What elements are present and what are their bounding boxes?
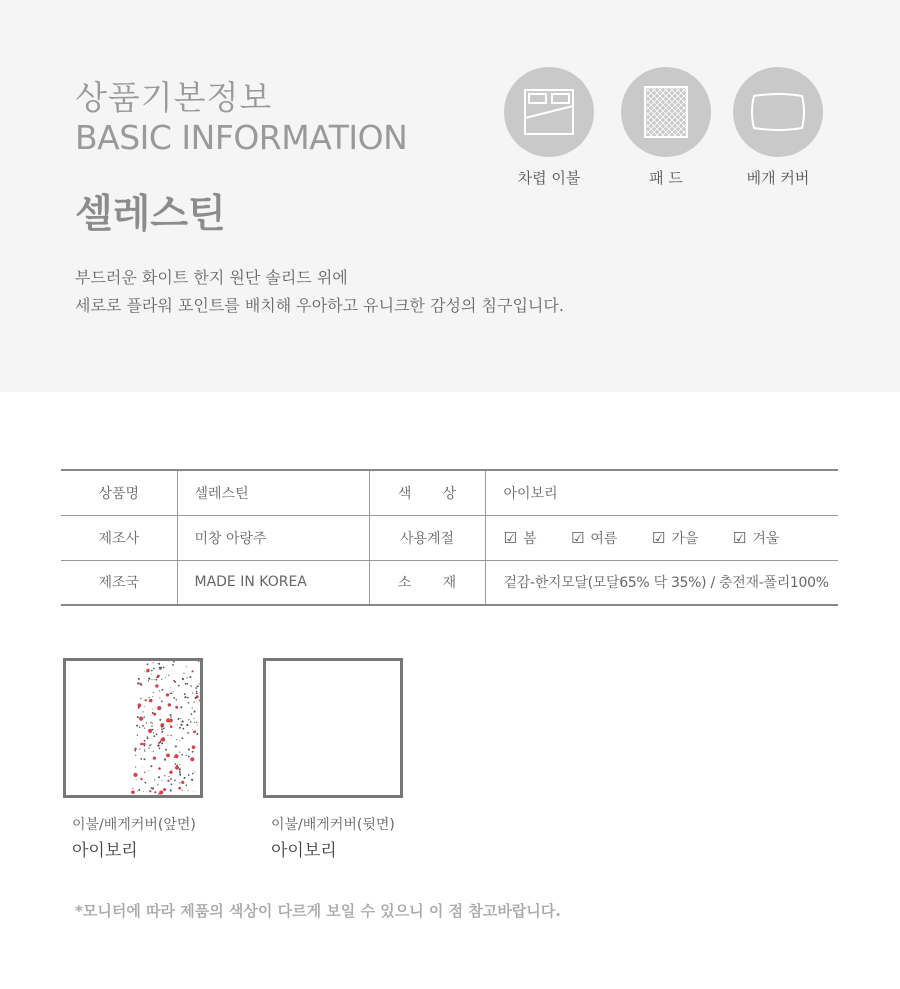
leaf-dot [188, 756, 190, 758]
leaf-dot [188, 774, 190, 776]
season-label: 겨울 [752, 530, 780, 547]
flower-dot [145, 699, 147, 701]
leaf-dot [169, 692, 170, 693]
leaf-dot [188, 732, 190, 734]
leaf-dot [136, 725, 138, 727]
leaf-dot [166, 674, 167, 675]
flower-dot [139, 683, 141, 685]
leaf-dot [161, 731, 163, 733]
flower-dot [146, 669, 149, 672]
leaf-dot [151, 679, 152, 680]
leaf-dot [144, 740, 146, 742]
leaf-dot [144, 728, 145, 729]
leaf-dot [150, 722, 151, 723]
flower-dot [175, 766, 179, 770]
leaf-dot [179, 768, 181, 770]
leaf-dot [198, 661, 199, 662]
leaf-dot [170, 716, 171, 717]
flower-dot [169, 771, 172, 774]
pad-icon [621, 67, 711, 157]
label-season: 사용계절 [369, 515, 485, 560]
leaf-dot [172, 770, 173, 771]
leaf-dot [135, 749, 136, 750]
description-line-2: 세로로 플라워 포인트를 배치해 우아하고 유니크한 감성의 침구입니다. [75, 296, 564, 315]
value-origin: MADE IN KOREA [177, 560, 369, 605]
leaf-dot [192, 751, 194, 753]
leaf-dot [152, 723, 153, 724]
leaf-dot [154, 791, 156, 793]
leaf-dot [142, 711, 143, 712]
flower-dot [166, 754, 170, 758]
icon-label-pad: 패 드 [649, 169, 683, 187]
leaf-dot [136, 779, 137, 780]
leaf-dot [188, 702, 190, 704]
leaf-dot [196, 733, 198, 735]
leaf-dot [154, 779, 155, 780]
icon-item-comforter [489, 67, 609, 188]
leaf-dot [159, 745, 160, 746]
label-origin: 제조국 [61, 560, 177, 605]
icon-item-pillow [718, 67, 838, 188]
leaf-dot [132, 788, 133, 789]
value-color: 아이보리 [485, 470, 838, 515]
leaf-dot [159, 698, 160, 699]
leaf-dot [171, 783, 173, 785]
leaf-dot [156, 676, 158, 678]
swatch-back-color: 아이보리 [271, 841, 337, 861]
leaf-dot [149, 745, 151, 747]
flower-dot [131, 790, 135, 794]
flower-dot [140, 778, 142, 780]
leaf-dot [176, 699, 177, 700]
leaf-dot [179, 764, 180, 765]
leaf-dot [187, 677, 188, 678]
leaf-dot [196, 691, 197, 692]
flower-dot [153, 757, 156, 760]
leaf-dot [185, 683, 187, 685]
leaf-dot [197, 725, 198, 726]
flower-dot [148, 729, 152, 733]
leaf-dot [169, 724, 170, 725]
comforter-icon [504, 67, 594, 157]
leaf-dot [140, 758, 142, 760]
leaf-dot [161, 742, 163, 744]
leaf-dot [145, 782, 147, 784]
leaf-dot [156, 733, 158, 735]
leaf-dot [190, 721, 191, 722]
leaf-dot [144, 750, 145, 751]
flower-dot [192, 745, 196, 749]
leaf-dot [173, 661, 175, 663]
leaf-dot [162, 689, 164, 691]
leaf-dot [161, 679, 162, 680]
leaf-dot [151, 674, 152, 675]
leaf-dot [173, 691, 174, 692]
leaf-dot [179, 774, 181, 776]
leaf-dot [150, 765, 152, 767]
leaf-dot [193, 792, 194, 793]
leaf-dot [151, 670, 153, 672]
leaf-dot [144, 749, 145, 750]
flower-dot [174, 681, 176, 683]
leaf-dot [170, 735, 171, 736]
leaf-dot [191, 779, 193, 781]
table-row [61, 515, 838, 560]
swatch-front [63, 658, 203, 798]
leaf-dot [138, 678, 140, 680]
swatch-back [263, 658, 403, 798]
leaf-dot [170, 790, 172, 792]
leaf-dot [164, 775, 165, 776]
leaf-dot [180, 718, 181, 719]
flower-dot [190, 757, 194, 761]
leaf-dot [190, 685, 192, 687]
flower-dot [158, 767, 161, 770]
leaf-dot [197, 685, 199, 687]
season-winter [733, 528, 780, 548]
leaf-dot [151, 744, 152, 745]
leaf-dot [182, 790, 183, 791]
leaf-dot [172, 664, 174, 666]
label-color: 색 상 [369, 470, 485, 515]
spec-table [61, 469, 838, 606]
checkbox-checked-icon: ☑ [651, 528, 666, 547]
flower-dot [168, 703, 171, 706]
flower-dot [149, 699, 153, 703]
leaf-dot [135, 767, 136, 768]
leaf-dot [176, 739, 177, 740]
leaf-dot [181, 754, 183, 756]
leaf-dot [157, 784, 158, 785]
flower-dot [169, 719, 173, 723]
flower-dot [181, 781, 184, 784]
leaf-dot [170, 714, 172, 716]
flower-dot [159, 791, 163, 795]
leaf-dot [163, 727, 165, 729]
swatch-back-label: 이불/배게커버(뒷면) [271, 817, 395, 833]
season-label: 봄 [522, 530, 537, 547]
value-manufacturer: 미창 아랑주 [177, 515, 369, 560]
leaf-dot [135, 755, 136, 756]
flower-dot [140, 743, 143, 746]
leaf-dot [138, 789, 140, 791]
leaf-dot [186, 755, 187, 756]
checkbox-checked-icon: ☑ [503, 528, 517, 547]
leaf-dot [151, 787, 153, 789]
leaf-dot [152, 712, 154, 714]
leaf-dot [186, 724, 188, 726]
season-autumn [652, 528, 699, 548]
leaf-dot [149, 677, 150, 678]
leaf-dot [165, 749, 167, 751]
flower-dot [149, 790, 151, 792]
leaf-dot [191, 713, 193, 715]
leaf-dot [187, 697, 189, 699]
leaf-dot [170, 687, 171, 688]
label-product-name: 상품명 [61, 470, 177, 515]
swatch-front-label: 이불/배게커버(앞면) [72, 817, 196, 833]
flower-dot [161, 737, 165, 741]
leaf-dot [192, 729, 193, 730]
leaf-dot [137, 791, 138, 792]
label-material: 소 재 [369, 560, 485, 605]
leaf-dot [199, 683, 200, 684]
leaf-dot [182, 737, 184, 739]
flower-dot [155, 684, 158, 687]
leaf-dot [173, 697, 175, 699]
leaf-dot [154, 679, 155, 680]
flower-dot [174, 754, 178, 758]
leaf-dot [192, 692, 193, 693]
leaf-dot [143, 716, 145, 718]
leaf-dot [194, 718, 195, 719]
icon-label-pillow: 베개 커버 [746, 169, 810, 187]
season-label: 가을 [671, 530, 699, 547]
leaf-dot [162, 780, 163, 781]
icon-item-pad [606, 67, 726, 188]
leaf-dot [152, 787, 154, 789]
leaf-dot [151, 725, 153, 727]
leaf-dot [182, 720, 184, 722]
season-summer [571, 528, 618, 548]
leaf-dot [148, 770, 149, 771]
leaf-dot [146, 722, 147, 723]
swatch-front-color: 아이보리 [72, 841, 138, 861]
leaf-dot [153, 662, 154, 663]
leaf-dot [179, 740, 180, 741]
leaf-dot [161, 701, 163, 703]
title-korean: 상품기본정보 [75, 78, 273, 117]
leaf-dot [148, 680, 149, 681]
leaf-dot [188, 719, 189, 720]
flower-dot [133, 773, 137, 777]
flower-dot [143, 743, 146, 746]
leaf-dot [164, 723, 165, 724]
leaf-dot [159, 690, 160, 691]
leaf-dot [177, 724, 178, 725]
leaf-dot [180, 706, 182, 708]
leaf-dot [171, 692, 173, 694]
leaf-dot [184, 777, 186, 779]
leaf-dot [144, 758, 146, 760]
leaf-dot [153, 668, 155, 670]
value-material: 겉감-한지모달(모달65% 닥 35%) / 충전재-폴리100% [485, 560, 838, 605]
leaf-dot [152, 696, 153, 697]
leaf-dot [153, 692, 154, 693]
flower-dot [139, 717, 143, 721]
leaf-dot [197, 697, 198, 698]
leaf-dot [144, 772, 145, 773]
color-notice: *모니터에 따라 제품의 색상이 다르게 보일 수 있으니 이 점 참고바랍니다. [75, 902, 561, 920]
icon-label-comforter: 차렵 이불 [517, 169, 581, 187]
leaf-dot [195, 687, 197, 689]
leaf-dot [175, 763, 177, 765]
leaf-dot [168, 675, 169, 676]
leaf-dot [158, 776, 160, 778]
leaf-dot [188, 790, 189, 791]
product-description [75, 264, 564, 320]
flower-dot [178, 787, 181, 790]
leaf-dot [157, 663, 158, 664]
leaf-dot [153, 732, 154, 733]
leaf-dot [142, 767, 143, 768]
leaf-dot [179, 752, 180, 753]
leaf-dot [179, 772, 181, 774]
leaf-dot [144, 706, 145, 707]
leaf-dot [164, 759, 166, 761]
leaf-dot [170, 693, 171, 694]
leaf-dot [168, 776, 169, 777]
basic-info-section [0, 0, 900, 392]
leaf-dot [163, 667, 165, 669]
flower-dot [158, 742, 160, 744]
leaf-dot [178, 685, 180, 687]
product-name: 셀레스틴 [75, 192, 226, 237]
leaf-dot [157, 744, 159, 746]
leaf-dot [186, 666, 187, 667]
table-row [61, 560, 838, 605]
leaf-dot [183, 728, 185, 730]
leaf-dot [182, 678, 184, 680]
leaf-dot [194, 772, 195, 773]
flower-dot [170, 725, 173, 728]
flower-dot [163, 788, 166, 791]
floral-pattern-image [66, 661, 200, 795]
title-english: BASIC INFORMATION [75, 118, 408, 157]
leaf-dot [186, 784, 188, 786]
leaf-dot [159, 719, 161, 721]
leaf-dot [194, 711, 196, 713]
leaf-dot [161, 728, 163, 730]
leaf-dot [179, 782, 180, 783]
season-label: 여름 [590, 530, 618, 547]
season-spring [504, 528, 537, 548]
leaf-dot [151, 715, 152, 716]
leaf-dot [153, 751, 154, 752]
leaf-dot [147, 737, 149, 739]
description-line-1: 부드러운 화이트 한지 원단 솔리드 위에 [75, 268, 348, 287]
leaf-dot [138, 707, 140, 709]
leaf-dot [152, 729, 154, 731]
flower-dot [192, 670, 194, 672]
leaf-dot [187, 683, 189, 685]
flower-dot [138, 703, 142, 707]
leaf-dot [165, 677, 166, 678]
leaf-dot [195, 697, 197, 699]
leaf-dot [180, 724, 182, 726]
leaf-dot [153, 735, 155, 737]
leaf-dot [184, 696, 186, 698]
leaf-dot [143, 791, 144, 792]
checkbox-checked-icon: ☑ [570, 528, 585, 547]
pillow-cover-icon [733, 67, 823, 157]
label-manufacturer: 제조사 [61, 515, 177, 560]
leaf-dot [140, 698, 141, 699]
leaf-dot [147, 663, 149, 665]
value-seasons [485, 515, 838, 560]
leaf-dot [159, 667, 161, 669]
leaf-dot [144, 671, 145, 672]
table-row [61, 470, 838, 515]
leaf-dot [158, 663, 160, 665]
leaf-dot [170, 778, 172, 780]
leaf-dot [154, 714, 155, 715]
leaf-dot [161, 725, 163, 727]
leaf-dot [194, 722, 195, 723]
leaf-dot [137, 735, 138, 736]
flower-dot [167, 693, 169, 695]
leaf-dot [139, 749, 140, 750]
leaf-dot [156, 679, 158, 681]
leaf-dot [192, 707, 193, 708]
leaf-dot [142, 725, 144, 727]
checkbox-checked-icon: ☑ [732, 528, 747, 547]
leaf-dot [175, 745, 177, 747]
leaf-dot [196, 722, 197, 723]
flower-dot [157, 706, 161, 710]
leaf-dot [192, 773, 194, 775]
leaf-dot [148, 678, 150, 680]
flower-dot [199, 700, 200, 702]
leaf-dot [137, 682, 139, 684]
value-product-name: 셀레스틴 [177, 470, 369, 515]
leaf-dot [153, 709, 154, 710]
flower-dot [193, 730, 196, 733]
leaf-dot [159, 748, 161, 750]
leaf-dot [179, 727, 181, 729]
leaf-dot [149, 697, 150, 698]
leaf-dot [167, 735, 168, 736]
leaf-dot [160, 669, 161, 670]
leaf-dot [194, 701, 195, 702]
leaf-dot [196, 692, 198, 694]
flower-dot [175, 706, 178, 709]
leaf-dot [137, 716, 139, 718]
leaf-dot [139, 727, 140, 728]
leaf-dot [178, 718, 180, 720]
leaf-dot [189, 749, 190, 750]
leaf-dot [148, 747, 149, 748]
flower-dot [167, 780, 169, 782]
leaf-dot [183, 673, 184, 674]
leaf-dot [189, 676, 191, 678]
leaf-dot [174, 780, 176, 782]
flower-dot [184, 693, 186, 695]
